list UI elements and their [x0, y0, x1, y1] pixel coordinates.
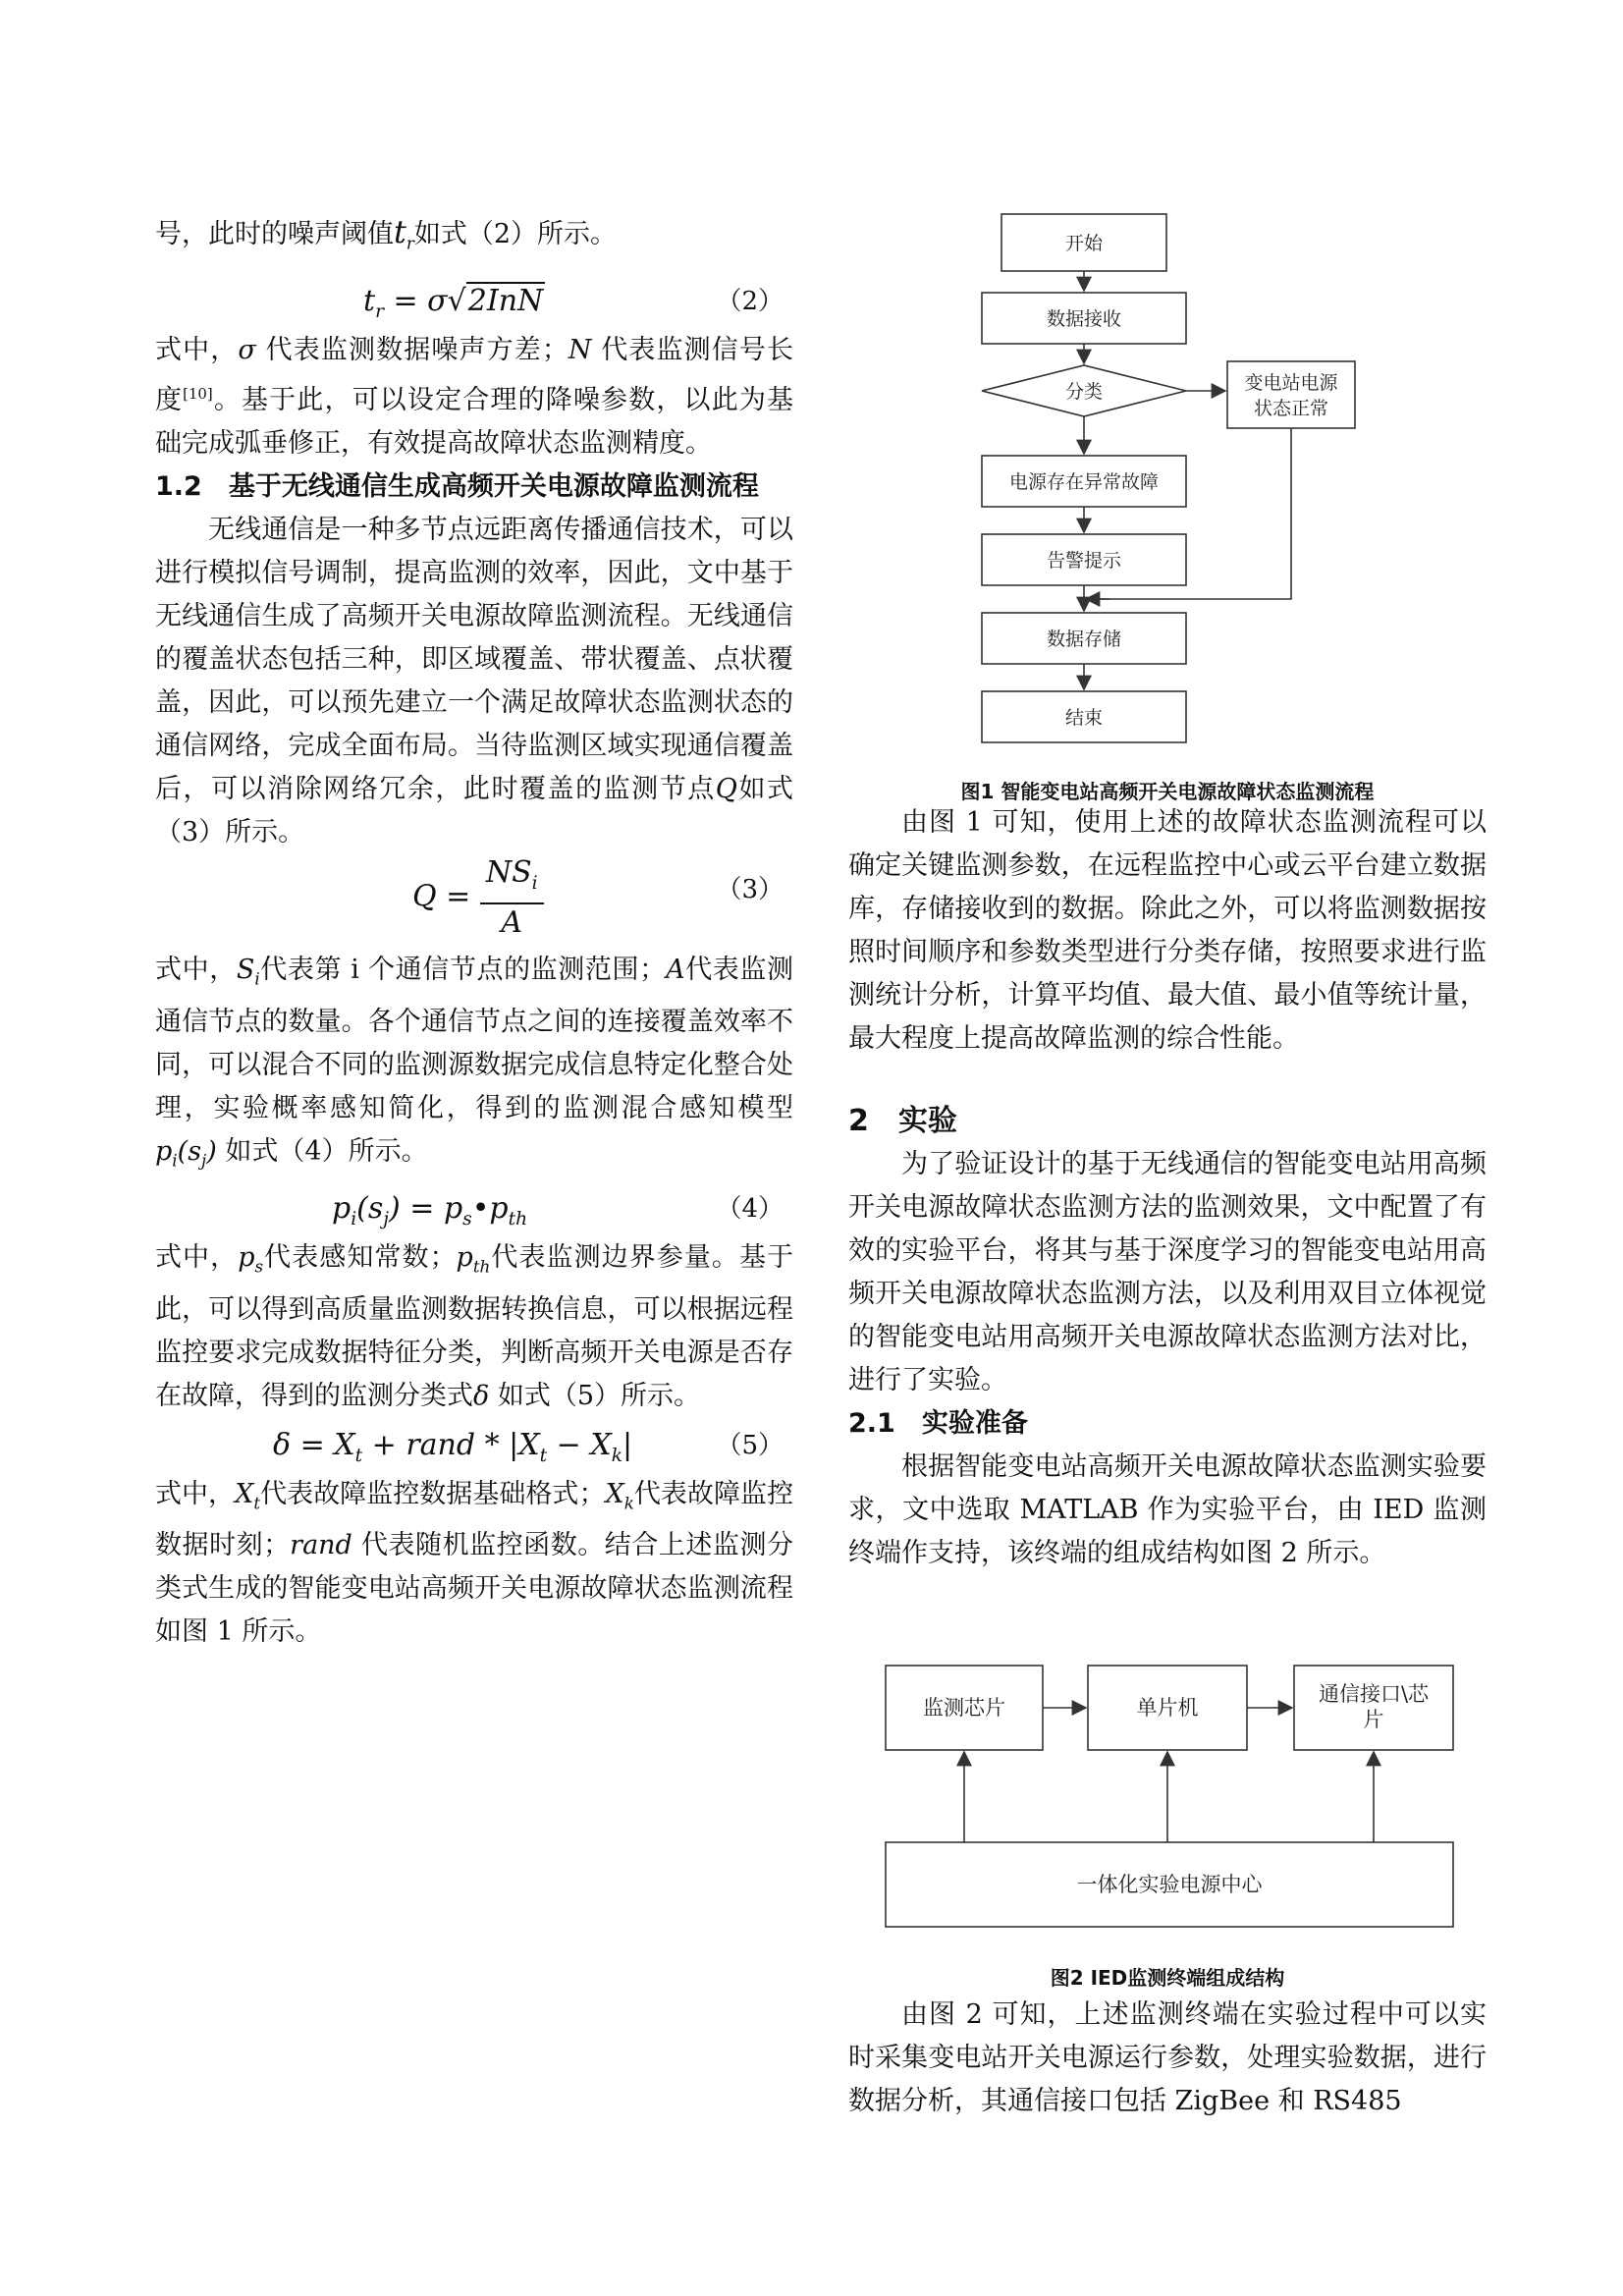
paragraph: 为了验证设计的基于无线通信的智能变电站用高频开关电源故障状态监测方法的监测效果，文中配置了有效的实验平台，将其与基于深度学习的智能变电站用高频开关电源故障状态监测方法，以及利用双目立体视觉的智能变电站用高频开关电源故障状态监测方法对比，进行了实验。: [848, 1149, 1487, 1395]
paragraph: 无线通信是一种多节点远距离传播通信技术，可以进行模拟信号调制，提高监测的效率，因此，文中基于无线通信生成了高频开关电源故障监测流程。无线通信的覆盖状态包括三种，即区域覆盖、带状覆盖、点状覆盖，因此，可以预先建立一个满足故障状态监测状态的通信网络，完成全面布局。当待监测区域实现通信覆盖后，可以消除网络冗余，此时覆盖的监测节点Q如式（3）所示。: [155, 515, 793, 848]
equation-3: Q = $\frac{NS_i}{A}$ （3）: [412, 855, 784, 941]
flow-fault-label: 电源存在异常故障: [1008, 471, 1160, 493]
block-comm-label-2: 片: [1363, 1708, 1384, 1731]
flow-normal-label-1: 变电站电源: [1244, 372, 1338, 394]
flow-classify-label: 分类: [1064, 381, 1104, 403]
equation-2: $t_r = \sigma√2InN$ （2）: [363, 284, 784, 323]
block-comm-label-1: 通信接口\芯: [1318, 1682, 1430, 1706]
block-diagram-figure-2: [874, 1658, 1463, 1942]
equation-4: $p_i(s_j)$ = $p_s•p_{th}$ （4）: [332, 1191, 784, 1230]
right-column-top: [848, 801, 1487, 1575]
paragraph: 式中，$S_i$代表第 i 个通信节点的监测范围；A代表监测通信节点的数量。各个通信节点之间的连接覆盖效率不同，可以混合不同的监测源数据完成信息特定化整合处理，实验概率感知简化，得到的监测混合感知模型$p_i(s_j)$ 如式（4）所示。: [155, 955, 793, 1171]
flow-store-label: 数据存储: [1046, 629, 1122, 650]
section-heading-2-1: 2.1 实验准备: [848, 1408, 1028, 1439]
paragraph: 式中，$X_t$代表故障监控数据基础格式；$X_k$代表故障监控数据时刻；rand 代表随机监控函数。结合上述监测分类式生成的智能变电站高频开关电源故障状态监测流程如图 1 所示。: [155, 1478, 794, 1647]
flow-receive-label: 数据接收: [1046, 308, 1122, 330]
flow-start-label: 开始: [1064, 233, 1104, 254]
flow-alarm-label: 告警提示: [1046, 550, 1122, 572]
paragraph: 式中，$p_s$代表感知常数；$p_{th}$代表监测边界参量。基于此，可以得到高质量监测数据转换信息，可以根据远程监控要求完成数据特征分类，判断高频开关电源是否存在故障，得到的监测分类式δ 如式（5）所示。: [155, 1242, 794, 1411]
paragraph: 式中，σ 代表监测数据噪声方差；N 代表监测信号长度[10]。基于此，可以设定合理的降噪参数，以此为基础完成弧垂修正，有效提高故障状态监测精度。: [155, 335, 794, 460]
figure-1-caption: 图1 智能变电站高频开关电源故障状态监测流程: [960, 780, 1375, 803]
paragraph: 根据智能变电站高频开关电源故障状态监测实验要求，文中选取 MATLAB 作为实验平台，由 IED 监测终端作支持，该终端的组成结构如图 2 所示。: [848, 1451, 1487, 1568]
paragraph: 由图 1 可知，使用上述的故障状态监测流程可以确定关键监测参数，在远程监控中心或云平台建立数据库，存储接收到的数据。除此之外，可以将监测数据按照时间顺序和参数类型进行分类存储，按照要求进行监测统计分析，计算平均值、最大值、最小值等统计量，最大程度上提高故障监测的综合性能。: [848, 807, 1487, 1054]
equation-5: $\delta = X_t$ + rand * $|X_t - X_k|$ （5）: [273, 1427, 784, 1466]
block-chip-label: 监测芯片: [923, 1696, 1005, 1720]
figure-2-caption: 图2 IED监测终端组成结构: [1050, 1966, 1285, 1990]
flow-end-label: 结束: [1064, 707, 1104, 729]
left-column: [155, 210, 793, 1654]
right-column-bottom: [848, 1994, 1487, 2123]
block-mcu-label: 单片机: [1136, 1696, 1199, 1720]
flow-normal-label-2: 状态正常: [1253, 398, 1329, 419]
section-heading-2: 2 实验: [848, 1104, 957, 1138]
block-power-label: 一体化实验电源中心: [1076, 1873, 1263, 1896]
paragraph: 由图 2 可知，上述监测终端在实验过程中可以实时采集变电站开关电源运行参数，处理实验数据，进行数据分析，其通信接口包括 ZigBee 和 RS485: [848, 1999, 1487, 2116]
section-heading-1-2: 1.2 基于无线通信生成高频开关电源故障监测流程: [155, 471, 759, 503]
paragraph: 号，此时的噪声阈值$t_r$如式（2）所示。: [155, 213, 618, 253]
flowchart-figure-1: [972, 206, 1384, 756]
